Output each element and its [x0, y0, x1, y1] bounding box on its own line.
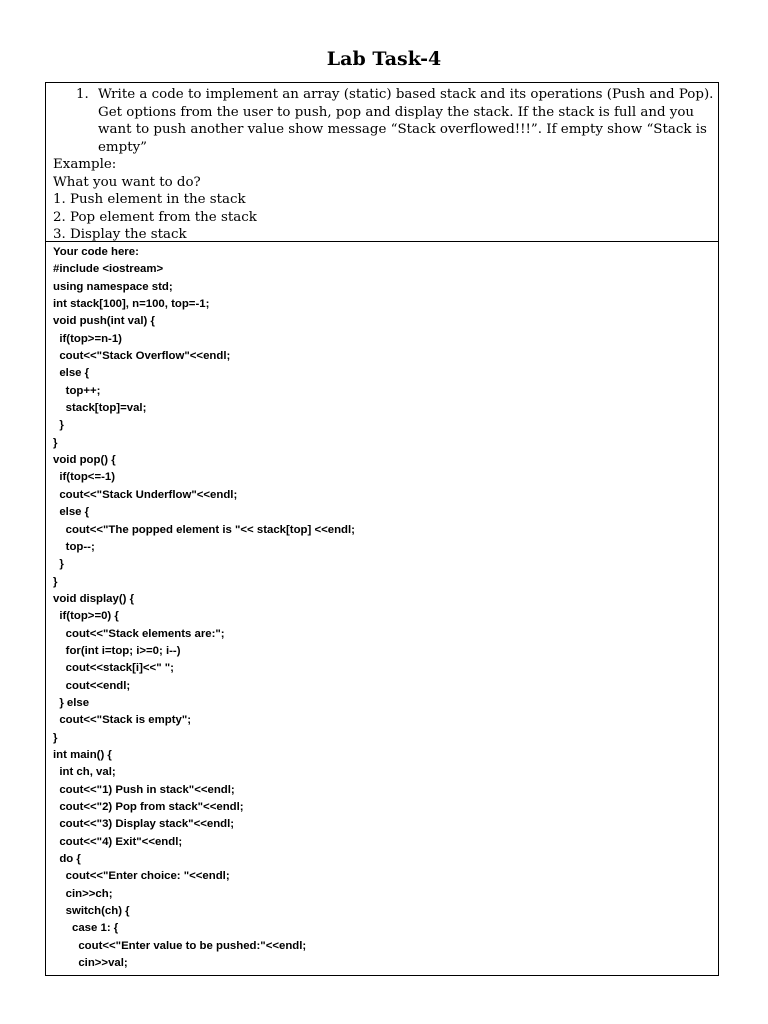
code-line: cout<<"1) Push in stack"<<endl;	[53, 783, 235, 796]
code-line: cout<<"The popped element is "<< stack[top] <<endl;	[53, 523, 355, 536]
code-line: cout<<"3) Display stack"<<endl;	[53, 818, 235, 831]
example-line: What you want to do?	[53, 174, 201, 190]
example-line: 2. Pop element from the stack	[53, 209, 257, 225]
code-line: }	[53, 436, 58, 449]
code-line: void display() {	[53, 592, 135, 605]
code-line: case 1: {	[53, 922, 119, 935]
task-description-cell	[45, 82, 719, 242]
task-number: 1.	[76, 87, 89, 102]
code-line: int ch, val;	[53, 766, 116, 779]
code-line: cout<<"Stack Overflow"<<endl;	[53, 350, 231, 363]
code-line: using namespace std;	[53, 280, 173, 293]
task-text: Write a code to implement an array (static) based stack and its operations (Push and Pop). Get options from the user to push, pop and display the stack. If the stack is full and you want to push another value show message “Stack overflowed!!!”. If empty show “Stack is empty”	[98, 87, 714, 155]
code-line: if(top>=0) {	[53, 610, 119, 623]
code-line: stack[top]=val;	[53, 402, 147, 415]
code-line: top++;	[53, 384, 101, 397]
code-line: top--;	[53, 540, 95, 553]
code-line: void pop() {	[53, 454, 116, 467]
code-line: else {	[53, 506, 90, 519]
code-line: }	[53, 558, 64, 571]
code-line: if(top<=-1)	[53, 471, 116, 484]
example-line: 3. Display the stack	[53, 227, 187, 243]
code-header: Your code here:	[53, 246, 139, 258]
code-line: #include <iostream>	[53, 263, 164, 276]
code-line: cout<<"2) Pop from stack"<<endl;	[53, 801, 244, 813]
code-line: int stack[100], n=100, top=-1;	[53, 298, 210, 311]
code-line: cout<<"Enter value to be pushed:"<<endl;	[53, 939, 307, 952]
code-line: else {	[53, 367, 90, 380]
code-line: cout<<"4) Exit"<<endl;	[53, 835, 183, 848]
code-line: cout<<"Enter choice: "<<endl;	[53, 870, 230, 883]
code-line: } else	[53, 696, 90, 709]
code-block	[53, 244, 355, 972]
code-line: cout<<stack[i]<<" ";	[53, 662, 174, 675]
task-item	[76, 86, 716, 156]
code-line: }	[53, 419, 64, 432]
code-line: cout<<endl;	[53, 679, 131, 692]
code-line: for(int i=top; i>=0; i--)	[53, 644, 181, 657]
code-line: }	[53, 575, 58, 588]
code-line: cout<<"Stack elements are:";	[53, 627, 225, 640]
code-line: cin>>val;	[53, 957, 128, 970]
code-line: void push(int val) {	[53, 315, 155, 328]
code-line: do {	[53, 853, 81, 866]
code-line: cout<<"Stack is empty";	[53, 714, 192, 727]
example-line: Example:	[53, 157, 117, 172]
code-line: cout<<"Stack Underflow"<<endl;	[53, 488, 238, 501]
code-line: }	[53, 731, 58, 744]
example-block	[53, 156, 257, 244]
example-line: 1. Push element in the stack	[53, 192, 246, 208]
page-title: Lab Task-4	[326, 48, 442, 70]
code-line: if(top>=n-1)	[53, 332, 122, 345]
code-line: cin>>ch;	[53, 887, 113, 900]
code-line: int main() {	[53, 748, 112, 761]
code-answer-cell	[45, 242, 719, 976]
code-line: switch(ch) {	[53, 905, 130, 918]
